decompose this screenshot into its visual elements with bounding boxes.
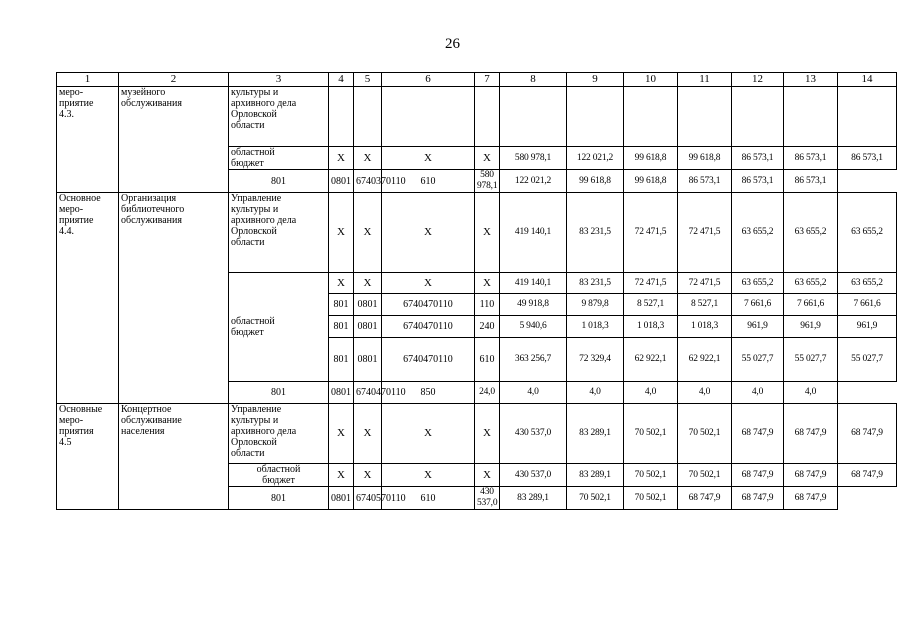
col-header: 14 [838, 73, 897, 87]
value-cell: 6740470110 [382, 316, 475, 338]
value-cell: Х [329, 464, 354, 487]
value-cell: 68 747,9 [784, 487, 838, 510]
value-cell: 6740370110 [354, 170, 382, 193]
col-header: 6 [382, 73, 475, 87]
value-cell [678, 87, 732, 147]
col-header: 12 [732, 73, 784, 87]
value-cell: 801 [329, 294, 354, 316]
value-cell: 70 502,1 [624, 404, 678, 464]
page-number: 26 [445, 36, 460, 52]
col-header: 9 [567, 73, 624, 87]
funding-source-cell: областной бюджет [229, 147, 329, 170]
col-header: 11 [678, 73, 732, 87]
value-cell: 99 618,8 [624, 147, 678, 170]
value-cell: 6740470110 [382, 294, 475, 316]
value-cell: 70 502,1 [678, 464, 732, 487]
value-cell: 63 655,2 [732, 273, 784, 294]
activity-number-cell: Основные меро- приятия 4.5 [57, 404, 119, 510]
value-cell: 86 573,1 [732, 147, 784, 170]
value-cell: 801 [329, 316, 354, 338]
value-cell: 122 021,2 [567, 147, 624, 170]
value-cell: 0801 [329, 170, 354, 193]
value-cell: 580 978,1 [475, 170, 500, 193]
funding-source-cell: областной бюджет [229, 273, 329, 382]
value-cell: 5 940,6 [500, 316, 567, 338]
table-row [57, 193, 897, 273]
value-cell: 86 573,1 [784, 147, 838, 170]
value-cell: 9 879,8 [567, 294, 624, 316]
value-cell: 68 747,9 [678, 487, 732, 510]
value-cell: 99 618,8 [567, 170, 624, 193]
value-cell: Х [354, 273, 382, 294]
value-cell: 6740570110 [354, 487, 382, 510]
value-cell: 801 [229, 382, 329, 404]
value-cell: 801 [229, 170, 329, 193]
value-cell: 0801 [329, 487, 354, 510]
value-cell: 363 256,7 [500, 338, 567, 382]
value-cell: 70 502,1 [624, 464, 678, 487]
value-cell: 24,0 [475, 382, 500, 404]
value-cell: 68 747,9 [838, 404, 897, 464]
executor-cell: Управление культуры и архивного дела Орловской области [229, 404, 329, 464]
value-cell: 580 978,1 [500, 147, 567, 170]
activity-name-cell: музейного обслуживания [119, 87, 229, 193]
value-cell: 63 655,2 [838, 193, 897, 273]
value-cell: 83 289,1 [567, 464, 624, 487]
value-cell: Х [354, 147, 382, 170]
value-cell: 430 537,0 [500, 464, 567, 487]
value-cell: 7 661,6 [784, 294, 838, 316]
value-cell: 63 655,2 [784, 273, 838, 294]
value-cell [784, 87, 838, 147]
value-cell: 4,0 [624, 382, 678, 404]
value-cell: 62 922,1 [678, 338, 732, 382]
value-cell [382, 87, 475, 147]
value-cell: 240 [475, 316, 500, 338]
budget-table [56, 72, 897, 510]
col-header: 10 [624, 73, 678, 87]
value-cell: 7 661,6 [838, 294, 897, 316]
value-cell: 68 747,9 [732, 404, 784, 464]
value-cell: 86 573,1 [732, 170, 784, 193]
value-cell: 122 021,2 [500, 170, 567, 193]
value-cell: 72 329,4 [567, 338, 624, 382]
value-cell: 801 [329, 338, 354, 382]
value-cell: Х [475, 464, 500, 487]
value-cell: 1 018,3 [567, 316, 624, 338]
executor-cell: культуры и архивного дела Орловской области [229, 87, 329, 147]
value-cell: 55 027,7 [732, 338, 784, 382]
value-cell: 419 140,1 [500, 193, 567, 273]
value-cell: 68 747,9 [732, 464, 784, 487]
value-cell: 86 573,1 [678, 170, 732, 193]
value-cell [624, 87, 678, 147]
value-cell [500, 87, 567, 147]
value-cell: Х [329, 147, 354, 170]
value-cell: 70 502,1 [624, 487, 678, 510]
value-cell: 83 289,1 [500, 487, 567, 510]
activity-name-cell: Организация библиотечного обслуживания [119, 193, 229, 404]
value-cell [838, 87, 897, 147]
value-cell: 49 918,8 [500, 294, 567, 316]
value-cell: 961,9 [838, 316, 897, 338]
value-cell: Х [382, 464, 475, 487]
value-cell: Х [382, 404, 475, 464]
value-cell: 4,0 [678, 382, 732, 404]
value-cell: 610 [382, 487, 475, 510]
value-cell: Х [354, 464, 382, 487]
value-cell [329, 87, 354, 147]
value-cell [475, 87, 500, 147]
col-header: 13 [784, 73, 838, 87]
value-cell: 0801 [354, 338, 382, 382]
value-cell [354, 87, 382, 147]
header-row [57, 73, 897, 87]
value-cell: 6740470110 [382, 338, 475, 382]
col-header: 8 [500, 73, 567, 87]
value-cell: 0801 [354, 294, 382, 316]
value-cell: Х [475, 193, 500, 273]
value-cell: 1 018,3 [624, 316, 678, 338]
value-cell: 68 747,9 [838, 464, 897, 487]
value-cell: 961,9 [732, 316, 784, 338]
value-cell: Х [475, 404, 500, 464]
value-cell: 63 655,2 [784, 193, 838, 273]
value-cell: 419 140,1 [500, 273, 567, 294]
col-header: 3 [229, 73, 329, 87]
value-cell: Х [475, 273, 500, 294]
value-cell: 801 [229, 487, 329, 510]
value-cell: Х [354, 193, 382, 273]
value-cell [567, 87, 624, 147]
value-cell [732, 87, 784, 147]
executor-cell: Управление культуры и архивного дела Орловской области [229, 193, 329, 273]
value-cell: Х [382, 193, 475, 273]
col-header: 7 [475, 73, 500, 87]
activity-number-cell: Основное меро- приятие 4.4. [57, 193, 119, 404]
value-cell: 72 471,5 [624, 193, 678, 273]
value-cell: 62 922,1 [624, 338, 678, 382]
value-cell: 99 618,8 [624, 170, 678, 193]
value-cell: 72 471,5 [624, 273, 678, 294]
col-header: 1 [57, 73, 119, 87]
value-cell: 72 471,5 [678, 193, 732, 273]
value-cell: 8 527,1 [678, 294, 732, 316]
value-cell: 1 018,3 [678, 316, 732, 338]
value-cell: Х [329, 193, 354, 273]
value-cell: 850 [382, 382, 475, 404]
col-header: 4 [329, 73, 354, 87]
activity-name-cell: Концертное обслуживание населения [119, 404, 229, 510]
value-cell: 4,0 [784, 382, 838, 404]
value-cell: 4,0 [567, 382, 624, 404]
value-cell: Х [475, 147, 500, 170]
value-cell: 4,0 [500, 382, 567, 404]
col-header: 2 [119, 73, 229, 87]
value-cell: 0801 [329, 382, 354, 404]
value-cell: 68 747,9 [784, 464, 838, 487]
value-cell: 430 537,0 [500, 404, 567, 464]
value-cell: 610 [382, 170, 475, 193]
value-cell: 430 537,0 [475, 487, 500, 510]
value-cell: 63 655,2 [838, 273, 897, 294]
value-cell: 610 [475, 338, 500, 382]
value-cell: 86 573,1 [838, 147, 897, 170]
value-cell: 63 655,2 [732, 193, 784, 273]
value-cell: Х [382, 147, 475, 170]
value-cell: 72 471,5 [678, 273, 732, 294]
value-cell: 70 502,1 [678, 404, 732, 464]
value-cell: 7 661,6 [732, 294, 784, 316]
value-cell: 83 289,1 [567, 404, 624, 464]
value-cell: Х [329, 273, 354, 294]
value-cell: 55 027,7 [838, 338, 897, 382]
value-cell: 55 027,7 [784, 338, 838, 382]
value-cell: Х [382, 273, 475, 294]
activity-number-cell: меро- приятие 4.3. [57, 87, 119, 193]
value-cell: 8 527,1 [624, 294, 678, 316]
table-row [57, 404, 897, 464]
value-cell: 0801 [354, 316, 382, 338]
col-header: 5 [354, 73, 382, 87]
value-cell: 99 618,8 [678, 147, 732, 170]
value-cell: 83 231,5 [567, 273, 624, 294]
value-cell: 86 573,1 [784, 170, 838, 193]
value-cell: 6740470110 [354, 382, 382, 404]
value-cell: 4,0 [732, 382, 784, 404]
value-cell: Х [329, 404, 354, 464]
funding-source-cell: областной бюджет [229, 464, 329, 487]
value-cell: 68 747,9 [732, 487, 784, 510]
value-cell: 70 502,1 [567, 487, 624, 510]
table-row [57, 87, 897, 147]
value-cell: 68 747,9 [784, 404, 838, 464]
value-cell: Х [354, 404, 382, 464]
value-cell: 961,9 [784, 316, 838, 338]
value-cell: 110 [475, 294, 500, 316]
value-cell: 83 231,5 [567, 193, 624, 273]
